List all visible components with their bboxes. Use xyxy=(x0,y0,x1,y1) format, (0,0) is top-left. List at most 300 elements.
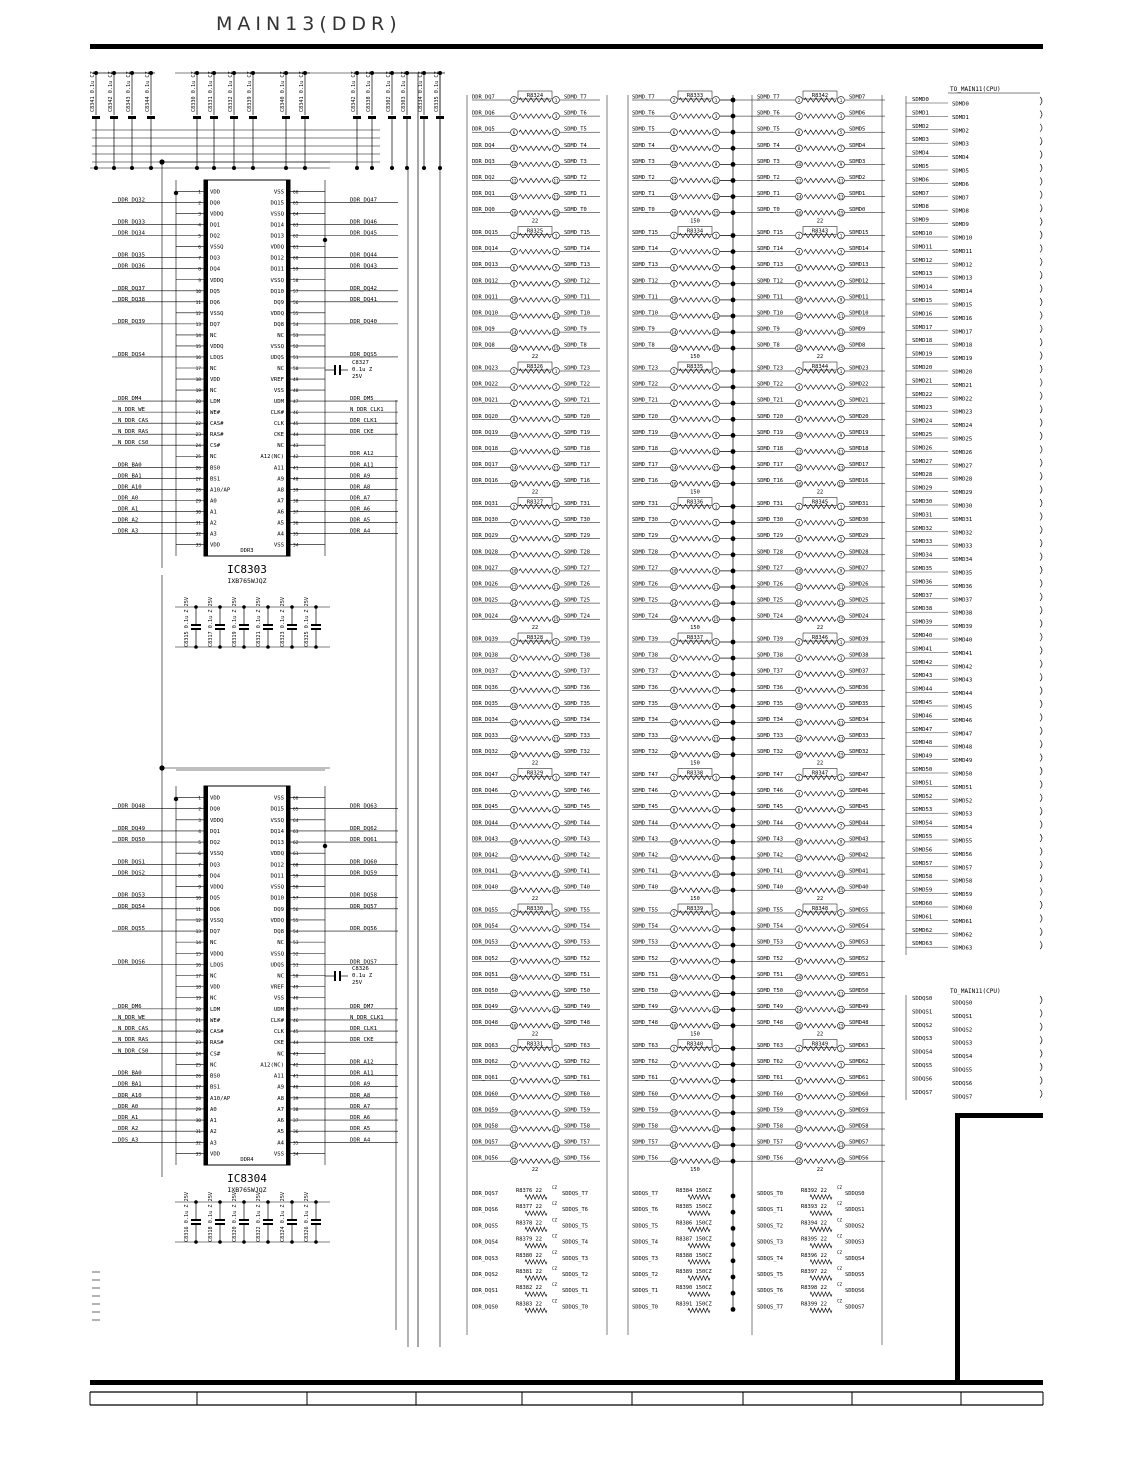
net-label: SDDQS_T0 xyxy=(757,1191,783,1197)
rn-pin-number: 11 xyxy=(553,991,559,997)
resistor-symbol xyxy=(519,1095,551,1099)
resistor-symbol xyxy=(679,617,711,621)
bus-signal: SDMD37 xyxy=(912,592,933,599)
resistor-symbol xyxy=(804,1143,836,1147)
junction-dot xyxy=(174,797,178,801)
resistor-symbol xyxy=(519,449,551,453)
net-label: DDR_DQ12 xyxy=(472,278,498,285)
rn-pin-number: 8 xyxy=(512,1094,516,1100)
capacitor-symbol xyxy=(403,116,411,119)
ic-pin-number: 42 xyxy=(293,455,299,461)
rn-pin-number: 10 xyxy=(796,433,802,439)
resistor-symbol xyxy=(804,872,836,876)
resistor-symbol xyxy=(804,720,836,724)
rn-pin-number: 4 xyxy=(512,520,516,526)
connector-bracket xyxy=(1040,847,1042,855)
resistor-symbol xyxy=(810,1243,832,1247)
rn-pin-number: 10 xyxy=(796,704,802,710)
rn-pin-number: 15 xyxy=(838,888,844,893)
ic-pin-name: A8 xyxy=(277,1095,284,1102)
ic-pin-number: 39 xyxy=(293,1096,299,1102)
bus-signal: SDMD50 xyxy=(912,767,933,773)
connector-title: TO_MAIN11(CPU) xyxy=(950,86,1001,93)
resistor-symbol xyxy=(519,282,551,286)
rn-pin-number: 3 xyxy=(554,113,558,119)
ic-pin-name: CKE xyxy=(273,432,284,439)
bus-signal: SDMD55 xyxy=(952,838,973,845)
net-label: SDMD_T45 xyxy=(757,804,783,811)
rn-pin-number: 13 xyxy=(838,871,844,877)
net-label: DDR_DM5 xyxy=(350,396,374,403)
connector-bracket xyxy=(1040,499,1042,507)
net-label: DDR_DQ20 xyxy=(472,413,498,420)
rn-pin-number: 7 xyxy=(714,823,718,829)
ic-pin-name: VSSQ xyxy=(270,951,284,958)
bus-signal: SDMD8 xyxy=(912,204,929,211)
rn-pin-number: 16 xyxy=(511,481,517,487)
net-label: SDMD_T39 xyxy=(564,636,590,643)
bus-signal: SDMD54 xyxy=(912,820,933,827)
net-label: DDR_DQ58 xyxy=(350,892,377,899)
net-label: SDMD28 xyxy=(849,549,869,556)
bus-signal: SDMD33 xyxy=(912,539,933,546)
capacitor-label: C8342 0.1u CZ xyxy=(108,71,114,112)
resistor-ref: R8398 22 xyxy=(801,1285,827,1292)
ic-pin-number: 3 xyxy=(198,212,201,218)
rn-pin-number: 9 xyxy=(714,568,718,574)
net-label: SDMD_T11 xyxy=(757,294,783,301)
net-label: SDMD31 xyxy=(849,501,869,507)
rn-pin-number: 14 xyxy=(511,329,517,335)
rn-ref: R8343 xyxy=(811,228,829,235)
connector-bracket xyxy=(1040,512,1042,520)
ic-pin-number: 65 xyxy=(293,201,299,207)
resistor-symbol xyxy=(519,162,551,166)
rn-pin-number: 3 xyxy=(714,926,718,932)
ic-pin-name: VDDQ xyxy=(210,884,224,891)
ic-pin-number: 44 xyxy=(293,1041,299,1047)
net-label: N_DDR_CS0 xyxy=(118,1048,149,1055)
bus-signal: SDMD41 xyxy=(912,646,933,653)
net-label: SDMD_T49 xyxy=(632,1004,658,1011)
rn-pin-number: 9 xyxy=(714,839,718,845)
capacitor-value: 0.1u Z xyxy=(352,367,373,373)
bus-signal: SDMD9 xyxy=(952,222,969,229)
resistor-symbol xyxy=(519,569,551,573)
ic-pin-number: 51 xyxy=(293,355,299,361)
rn-pin-number: 8 xyxy=(797,688,801,694)
net-label: SDMD6 xyxy=(849,110,866,117)
ic-pin-name: DQ0 xyxy=(210,200,221,207)
rn-pin-number: 7 xyxy=(839,552,843,558)
net-label: SDMD54 xyxy=(849,923,869,930)
net-label: DDR_A7 xyxy=(350,1103,371,1110)
rn-pin-number: 16 xyxy=(511,1023,517,1029)
ic-pin-name: VSSQ xyxy=(270,884,284,891)
ic-pin-number: 57 xyxy=(293,896,299,902)
connector-bracket xyxy=(1040,352,1042,360)
rn-pin-number: 5 xyxy=(714,1078,718,1084)
resistor-ref: R8399 22 xyxy=(801,1301,827,1308)
rn-pin-number: 2 xyxy=(672,504,676,510)
rn-pin-number: 4 xyxy=(672,926,676,932)
net-label: DDR_DQ56 xyxy=(472,1155,498,1162)
rn-pin-number: 8 xyxy=(512,281,516,287)
ic-pin-name: DQ14 xyxy=(270,222,284,229)
rn-pin-number: 11 xyxy=(838,313,844,319)
ic-pin-number: 18 xyxy=(195,985,201,991)
rn-pin-number: 11 xyxy=(553,313,559,319)
resistor-symbol xyxy=(804,888,836,892)
rn-pin-number: 12 xyxy=(796,1126,802,1132)
connector-bracket xyxy=(1040,687,1042,695)
rn-pin-number: 4 xyxy=(672,1062,676,1068)
net-label: SDMD_T23 xyxy=(757,365,783,372)
rn-pin-number: 5 xyxy=(839,536,843,542)
rn-pin-number: 2 xyxy=(672,233,676,239)
rn-pin-number: 1 xyxy=(554,775,558,781)
resistor-symbol xyxy=(804,617,836,621)
rn-ref: R8347 xyxy=(811,770,829,777)
connector-bracket xyxy=(1040,419,1042,427)
net-label: SDMD_T46 xyxy=(564,788,590,795)
net-label: SDMD_T3 xyxy=(757,158,780,165)
net-label: SDDQS_T3 xyxy=(632,1255,658,1262)
rn-pin-number: 7 xyxy=(714,552,718,558)
net-label: DDR_DQ48 xyxy=(472,1020,498,1027)
junction-dot xyxy=(731,1210,736,1215)
bus-signal: SDMD8 xyxy=(952,208,969,215)
resistor-symbol xyxy=(679,449,711,453)
ic-pin-name: DQ12 xyxy=(270,862,284,869)
resistor-symbol xyxy=(519,1111,551,1115)
ic-pin-name: VSSQ xyxy=(270,817,284,824)
rn-pin-number: 9 xyxy=(839,975,843,981)
net-label: SDMD_T38 xyxy=(632,652,658,659)
net-label: SDDQS_T5 xyxy=(632,1223,658,1230)
net-label: DDR_DQS5 xyxy=(472,1223,498,1230)
capacitor-symbol xyxy=(239,624,249,626)
bus-signal: SDDQS5 xyxy=(952,1067,973,1074)
capacitor-label: C8342 0.1u CZ xyxy=(351,71,357,112)
rn-pin-number: 3 xyxy=(839,384,843,390)
capacitor-symbol xyxy=(436,116,444,119)
rn-pin-number: 9 xyxy=(839,704,843,710)
net-label: SDMD_T17 xyxy=(757,462,783,469)
rn-pin-number: 8 xyxy=(797,281,801,287)
net-label: SDMD55 xyxy=(849,907,869,914)
net-label: SDDQS_T0 xyxy=(632,1304,658,1311)
net-label: SDMD18 xyxy=(849,446,869,452)
net-label: DDR_DQ25 xyxy=(472,597,498,604)
ic-pin-number: 24 xyxy=(195,1052,201,1058)
ic-pin-number: 9 xyxy=(198,885,201,891)
net-label: SDMD_T54 xyxy=(757,923,783,930)
net-label: SDMD_T29 xyxy=(757,533,783,540)
frame-bottom-bar xyxy=(90,1380,1043,1385)
resistor-symbol xyxy=(804,824,836,828)
rn-pin-number: 11 xyxy=(713,449,719,455)
net-label: DDR_DQ6 xyxy=(472,110,495,117)
net-label: DDR_DQ60 xyxy=(350,859,377,866)
net-label: DDR_DQ44 xyxy=(350,252,377,259)
rn-ref: R8338 xyxy=(686,770,704,777)
ic-pin-number: 64 xyxy=(293,212,299,218)
rn-pin-number: 14 xyxy=(671,1007,677,1013)
bus-signal: SDDQS3 xyxy=(952,1040,973,1047)
connector-bracket xyxy=(1040,566,1042,574)
net-label: SDMD_T18 xyxy=(564,446,590,452)
ic-pin-number: 12 xyxy=(195,311,201,317)
net-label: SDMD_T43 xyxy=(757,836,783,843)
net-label: SDDQS1 xyxy=(845,1207,865,1214)
resistor-symbol xyxy=(679,1143,711,1147)
rn-pin-number: 16 xyxy=(796,481,802,487)
ic-edge-bar xyxy=(204,786,208,1165)
rn-pin-number: 13 xyxy=(838,1142,844,1148)
junction-dot xyxy=(266,605,270,609)
connector-bracket xyxy=(1040,780,1042,788)
junction-dot xyxy=(370,166,374,170)
resistor-symbol xyxy=(679,537,711,541)
resistor-symbol xyxy=(519,840,551,844)
ic-pin-number: 54 xyxy=(293,930,299,936)
bus-signal: SDDQS5 xyxy=(912,1063,933,1069)
bus-signal: SDMD29 xyxy=(912,485,933,492)
net-label: SDMD27 xyxy=(849,565,869,572)
junction-dot xyxy=(194,1200,198,1204)
rn-pin-number: 2 xyxy=(797,233,801,239)
junction-dot xyxy=(130,166,134,170)
ic-pin-name: NC xyxy=(210,1062,217,1069)
rn-pin-number: 10 xyxy=(511,1110,517,1116)
net-label: DDR_DQS4 xyxy=(472,1239,498,1246)
net-label: SDMD_T13 xyxy=(757,262,783,269)
ic-pin-number: 4 xyxy=(198,223,201,229)
net-label: DDR_A8 xyxy=(350,1092,371,1099)
rn-pin-number: 15 xyxy=(553,481,559,487)
ic-pin-name: VDDQ xyxy=(210,817,224,824)
resistor-ref: R8396 22 xyxy=(801,1252,827,1259)
rn-pin-number: 2 xyxy=(797,97,801,103)
net-label: DDR_DQ40 xyxy=(350,318,377,325)
resistor-symbol xyxy=(688,1260,710,1264)
rn-pin-number: 16 xyxy=(671,210,677,216)
junction-dot xyxy=(159,159,164,164)
resistor-symbol xyxy=(679,553,711,557)
ic-pin-number: 32 xyxy=(195,1141,201,1147)
junction-dot xyxy=(290,645,294,649)
rn-pin-number: 3 xyxy=(839,926,843,932)
bus-signal: SDMD36 xyxy=(912,579,933,586)
rn-ref: R8336 xyxy=(686,499,704,506)
rn-pin-number: 7 xyxy=(839,417,843,423)
resistor-symbol xyxy=(679,1079,711,1083)
ic-pin-name: BS0 xyxy=(210,1073,221,1080)
connector-bracket xyxy=(1040,445,1042,453)
net-label: SDMD_T6 xyxy=(757,110,780,117)
ic-pin-number: 8 xyxy=(198,874,201,880)
rn-pin-number: 11 xyxy=(553,584,559,590)
net-label: SDMD_T16 xyxy=(564,478,590,485)
resistor-symbol xyxy=(804,991,836,995)
net-label: SDMD_T42 xyxy=(632,852,658,859)
rn-pin-number: 13 xyxy=(838,600,844,606)
net-label: SDMD60 xyxy=(849,1091,869,1098)
rn-value: 22 xyxy=(531,760,539,767)
junction-dot xyxy=(284,166,288,170)
resistor-symbol xyxy=(519,720,551,724)
net-label: SDMD_T19 xyxy=(632,429,658,436)
ic-pin-number: 59 xyxy=(293,267,299,273)
net-label: DDR_DQ60 xyxy=(472,1091,498,1098)
rn-pin-number: 15 xyxy=(838,1023,844,1029)
connector-bracket xyxy=(1040,271,1042,279)
net-label: SDMD0 xyxy=(849,207,866,214)
ic-pin-name: DQ7 xyxy=(210,321,221,328)
net-label: SDMD_T25 xyxy=(632,597,658,604)
capacitor-symbol xyxy=(311,628,321,630)
net-label: SDMD53 xyxy=(849,939,869,946)
resistor-symbol xyxy=(804,330,836,334)
capacitor-symbol xyxy=(287,628,297,630)
rn-pin-number: 3 xyxy=(714,384,718,390)
resistor-symbol xyxy=(519,959,551,963)
net-label: DDR_DQ34 xyxy=(472,717,498,723)
rn-ref: R8346 xyxy=(811,635,829,641)
connector-bracket xyxy=(1040,110,1042,118)
net-label: SDMD50 xyxy=(849,988,869,994)
rn-pin-number: 14 xyxy=(511,736,517,742)
rn-pin-number: 10 xyxy=(671,839,677,845)
net-label: DDR_DQ62 xyxy=(350,825,377,832)
ic-part-number: IXB765WJQZ xyxy=(227,577,267,585)
bus-signal: SDMD2 xyxy=(912,123,929,130)
rn-pin-number: 13 xyxy=(838,194,844,200)
rn-pin-number: 5 xyxy=(554,265,558,271)
rn-pin-number: 8 xyxy=(797,146,801,152)
net-label: DDR_DQ16 xyxy=(472,478,498,485)
ic-ref: IC8303 xyxy=(227,563,267,576)
resistor-symbol xyxy=(679,314,711,318)
connector-bracket xyxy=(1040,593,1042,601)
rn-pin-number: 16 xyxy=(671,752,677,758)
connector-bracket xyxy=(1040,633,1042,641)
net-label: SDMD_T7 xyxy=(564,94,587,101)
capacitor-voltage: 25V xyxy=(352,980,363,986)
net-label: SDMD20 xyxy=(849,413,869,420)
resistor-symbol xyxy=(679,601,711,605)
rn-pin-number: 3 xyxy=(839,249,843,255)
rn-pin-number: 13 xyxy=(553,871,559,877)
rn-pin-number: 14 xyxy=(796,871,802,877)
resistor-symbol xyxy=(804,808,836,812)
rn-pin-number: 8 xyxy=(672,146,676,152)
net-label: SDMD58 xyxy=(849,1123,869,1130)
net-label: DDR_DQS6 xyxy=(472,1207,498,1214)
capacitor-symbol xyxy=(263,624,273,626)
ic-pin-number: 17 xyxy=(195,367,201,372)
rn-pin-number: 8 xyxy=(797,959,801,965)
resistor-symbol xyxy=(519,672,551,676)
resistor-symbol xyxy=(804,401,836,405)
net-label: SDMD_T63 xyxy=(757,1043,783,1049)
rn-pin-number: 5 xyxy=(554,807,558,813)
ic-pin-name: DQ13 xyxy=(270,233,284,240)
net-label: DDS_A3 xyxy=(118,1137,139,1144)
resistor-symbol xyxy=(519,872,551,876)
bus-signal: SDMD40 xyxy=(952,637,973,644)
net-label: DDR_DQ28 xyxy=(472,549,498,556)
rn-pin-number: 11 xyxy=(838,449,844,455)
rn-pin-number: 4 xyxy=(512,655,516,661)
net-label: SDMD_T26 xyxy=(757,581,783,588)
resistor-symbol xyxy=(519,1079,551,1083)
net-label: SDMD_T35 xyxy=(757,700,783,707)
rn-pin-number: 3 xyxy=(839,1062,843,1068)
ic-pin-name: NC xyxy=(210,388,217,395)
junction-dot xyxy=(731,1194,736,1199)
ic-pin-name: VDD xyxy=(210,542,221,549)
rn-pin-number: 3 xyxy=(839,113,843,119)
rn-pin-number: 2 xyxy=(512,639,516,645)
ic-pin-number: 49 xyxy=(293,985,299,991)
net-label: SDMD14 xyxy=(849,246,869,253)
rn-pin-number: 10 xyxy=(671,1110,677,1116)
capacitor-symbol xyxy=(368,116,376,119)
ic-pin-name: DQ2 xyxy=(210,233,221,240)
junction-dot xyxy=(731,1307,736,1312)
frame-top-bar xyxy=(90,44,1043,49)
rn-pin-number: 10 xyxy=(671,162,677,168)
junction-dot xyxy=(218,1240,222,1244)
junction-dot xyxy=(390,166,394,170)
rn-pin-number: 5 xyxy=(714,130,718,135)
net-label: SDMD_T40 xyxy=(757,884,783,891)
connector-bracket xyxy=(1040,539,1042,547)
connector-title: TO_MAIN11(CPU) xyxy=(950,988,1001,995)
bus-signal: SDMD51 xyxy=(912,780,933,787)
rn-pin-number: 7 xyxy=(714,281,718,287)
ic-pin-name: VDDQ xyxy=(210,211,224,218)
ic-pin-name: VSS xyxy=(273,388,284,395)
ic-pin-name: VDDQ xyxy=(270,244,284,251)
capacitor-ref: C8326 xyxy=(352,966,369,972)
ic-pin-name: NC xyxy=(210,973,217,980)
rn-pin-number: 10 xyxy=(796,568,802,574)
rn-pin-number: 6 xyxy=(672,1078,676,1084)
net-label: SDMD_T20 xyxy=(632,413,658,420)
net-label: SDMD_T53 xyxy=(757,939,783,946)
ic-pin-name: VSS xyxy=(273,542,284,549)
bus-signal: SDMD4 xyxy=(952,155,969,162)
bus-signal: SDMD16 xyxy=(952,315,973,322)
ic-pin-name: DQ11 xyxy=(270,266,284,273)
net-label: SDMD_T33 xyxy=(757,733,783,740)
rn-value: 22 xyxy=(531,354,539,361)
connector-bracket xyxy=(1040,996,1042,1004)
net-label: DDR_DQ55 xyxy=(118,926,145,933)
rn-pin-number: 14 xyxy=(511,194,517,200)
net-label: DDR_A0 xyxy=(118,495,139,502)
rn-ref: R8324 xyxy=(526,93,544,99)
net-label: SDMD_T42 xyxy=(564,852,590,859)
ic-pin-number: 15 xyxy=(195,344,201,350)
resistor-symbol xyxy=(525,1243,547,1247)
net-label: SDMD_T21 xyxy=(757,397,783,404)
bus-signal: SDMD21 xyxy=(952,382,973,389)
net-label: DDR_DQ22 xyxy=(472,381,498,388)
